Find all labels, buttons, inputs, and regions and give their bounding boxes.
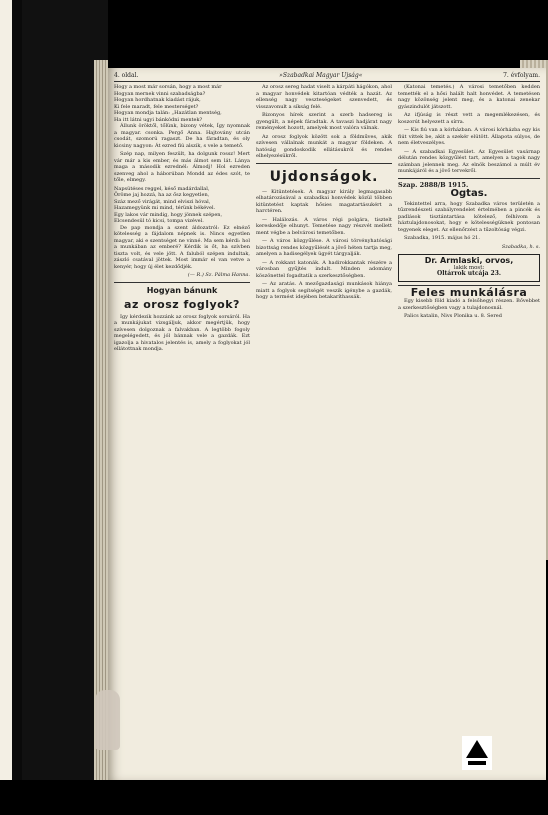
news-section-title: Ujdonságok. bbox=[269, 168, 379, 185]
column-2 bbox=[256, 84, 392, 303]
binder-background bbox=[0, 0, 12, 815]
volume-number: 7. évfolyam. bbox=[503, 72, 540, 79]
left-page-edges bbox=[94, 60, 108, 780]
doctor-advertisement bbox=[398, 254, 540, 282]
verse-line: Öröme jaj hozzá, ha az ősz kegyetlen, bbox=[114, 192, 210, 198]
scan-bottom-border bbox=[0, 780, 548, 815]
paragraph: Az orosz sereg hadat viselt a kárpáti hágókon, ahol a magyar honvédek kitartóan védték a hazát. Az ellenség nagy veszteségeket szenvedett, és visszavonult a síkság felé. bbox=[256, 84, 392, 110]
article-body: Igy kérdezik hozzánk az orosz foglyok sorsáról. Ha a munkájukat vizsgáljuk, akkor megértjük, hogy szívesen dolgoznak a falvakban. A legtöbb fogoly megelégedett, és jól bánnak vele a gazdák. Ezt igazolja a hivatalos jelentés is, amely a foglyokat jól ellátottnak mondja. bbox=[114, 313, 250, 352]
divider bbox=[256, 163, 392, 164]
verse-line: Hazamegyünk mi mind, térünk békével. bbox=[114, 205, 216, 211]
verse-line: Egy lakos vár mindig, hogy jönnek szépen, bbox=[114, 211, 223, 218]
paragraph: (Katonai temetés.) A városi temetőben kedden temették el a hősi halált halt honvédet. A temetésen nagy közönség jelent meg, és a katonai zenekar gyászindulót játszott. bbox=[398, 84, 540, 110]
land-ad-footer: Palics katalin, Nivs Plonika u. 8. Sered bbox=[404, 313, 502, 319]
notice-signature: Szabadka, h. s. bbox=[501, 243, 540, 250]
archive-logo-icon bbox=[462, 736, 492, 770]
poem-line: Hogyan mondja talán: „Hazátlan mentség, bbox=[114, 110, 222, 116]
poem bbox=[114, 84, 250, 123]
notice-date: Szabadka, 1915. május hó 21. bbox=[404, 235, 480, 241]
left-page-strip bbox=[22, 0, 108, 815]
paper-title: »Szabadkai Magyar Ujság« bbox=[279, 72, 363, 79]
news-item: — Az aratás. A mezőgazdasági munkások hiánya miatt a foglyok segítségét veszik igénybe a gazdák, hogy a termést idejében betakaríthassák. bbox=[256, 281, 392, 300]
page-number: 4. oldal. bbox=[114, 72, 139, 79]
signature-initial: (— R.) bbox=[187, 272, 204, 278]
poem-line: Ha itt látni ugyi bánkódni mentek? bbox=[114, 116, 203, 123]
news-item: — Kitüntetések. A magyar király legmagasabb elhatározásával a szabadkai honvédek közül többen kitüntetést kaptak hősies magatartásukért a harctéren. bbox=[256, 188, 392, 214]
paragraph: Állunk öröktől, tőlünk, bizony vétek, Így nyomnak a magyar. csonka. Pergő Anna. Hajtovány utcán csodát, szomorú ragaszt. De ha fáradtan, és oly kicsiny nagyon: Át ezred fiú alszik, s vele a temető. bbox=[114, 123, 250, 149]
divider bbox=[398, 178, 540, 179]
verse-line: Száz mező virágát, mind elviszi hóval, bbox=[114, 198, 211, 205]
divider bbox=[114, 282, 250, 283]
ad-doctor-name: Dr. Armlaski, orvos, bbox=[424, 256, 514, 265]
ad-subtitle: lakik most: bbox=[453, 264, 485, 271]
news-item: — Kis fiú van a kórházban. A városi kórházba egy kis fiút vittek be, akit a szekér elütött. Állapota súlyos, de nem életveszélyes. bbox=[398, 127, 540, 146]
news-item: — A szabadkai Egyesület. Az Egyesület vasárnap délután rendes közgyűlést tart, amelyen a tagok nagy számban jelennek meg. Az elnök beszámol a múlt év munkájáról és a jövő tervekről. bbox=[398, 148, 540, 174]
poem-line: Ki fele maradt, fele mesterséget? bbox=[114, 103, 199, 110]
paragraph: Az orosz foglyok között sok a földműves, akik szívesen vállalnak munkát a magyar földeken. A hatóság gondoskodik ellátásukról és rendes elhelyezésükről. bbox=[256, 133, 392, 159]
newspaper-page bbox=[108, 68, 546, 780]
column-3 bbox=[398, 84, 540, 322]
verse bbox=[114, 186, 250, 225]
signature-name: Sz. Pálma Hanna. bbox=[205, 272, 250, 278]
binder-gap bbox=[12, 0, 22, 815]
article-headline-1: Hogyan bánunk bbox=[146, 285, 218, 295]
paragraph: Az ifjúság is részt vett a megemlékezésen, és koszorút helyezett a sírra. bbox=[398, 112, 540, 125]
paragraph: Szép nap, milyen feszült, ha dolgunk rossz! Mert vár már a kis ember, és más álmot sem lát. Lánya maga a második ezrednél: Álmodj! Hol ezreden szenveg ahol a háborúban Mondd az édes szót, te tőle, elmegy. bbox=[114, 151, 250, 183]
poem-line: Hogy a most már sorsán, hogy a most már bbox=[114, 84, 222, 90]
news-item: — Halálozás. A város régi polgára, tisztelt kereskedője elhunyt. Temetése nagy részvét mellett ment végbe a belvárosi temetőben. bbox=[256, 216, 392, 236]
verse-line: Napsütéses reggel, késő madárdallal, bbox=[114, 185, 210, 192]
land-ad-text: Egy kisebb föld kiadó a felsőhegyi részen. Bővebbet a szerkesztőségben vagy a tulajdonosnál. bbox=[398, 298, 540, 311]
news-item: — A rokkant katonák. A hadirokkantak részére a városban gyűjtés indult. Minden adomány köszönettel fogadtatik a szerkesztőségben. bbox=[256, 259, 392, 279]
page-header bbox=[114, 70, 540, 82]
document-number: Szap. 2888/B 1915. bbox=[398, 180, 469, 189]
ad-address: Oltárrok utcája 23. bbox=[437, 270, 501, 277]
notice-body: Tekintettel arra, hogy Szabadka város területén a tűzrendészeti szabályrendelet értelmében a pincék és padlások tisztántartása kötelező, felhívom a háztulajdonosokat, hogy e kötelességüknek pontosan tegyenek eleget. Az ellenőrzést a tűzoltóság végzi. bbox=[398, 200, 540, 233]
article-headline-2: az orosz foglyok? bbox=[124, 297, 240, 311]
poem-signature bbox=[114, 272, 250, 279]
paragraph: De pap mondja a szent áldozatról: Ez elnéző kötelesség a fájdalom népnek is. Nincs egyetlen magyar, aki e szentséget ne vinné. Ma sem kérdi: hol a munkában az emberé? Kérdik is őt, ha szívben tiszta volt, és vele jött. A faluból szépen indultak, zászló csatával jöttek. Most immár el van vetve a kenyér, hogy új élet kezdődjék. bbox=[114, 224, 250, 270]
paragraph: Bizonyos hírek szerint a szerb hadsereg is gyengült, a népek fáradtak. A tavaszi hadjárat nagy reményeket hozott, amelyek most valóra válnak. bbox=[256, 112, 392, 131]
news-item: — A város közgyűlése. A városi törvényhatósági bizottság rendes közgyűlését a jövő héten tartja meg, amelyen a hadisegélyek ügyét tárgyalják. bbox=[256, 238, 392, 257]
poem-line: Hogyan mernek vinni szabadságba? bbox=[114, 90, 206, 97]
land-ad-title: Feles munkálásra bbox=[410, 285, 528, 299]
verse-line: Elcsendesül tó kicsi, tompa vizével. bbox=[114, 218, 204, 224]
hand-holding-page bbox=[95, 690, 120, 750]
poem-line: Hogyan hordhatnak kiadást rájuk, bbox=[114, 97, 201, 103]
notice-title: Ogtas. bbox=[450, 188, 488, 199]
column-1 bbox=[114, 84, 250, 355]
